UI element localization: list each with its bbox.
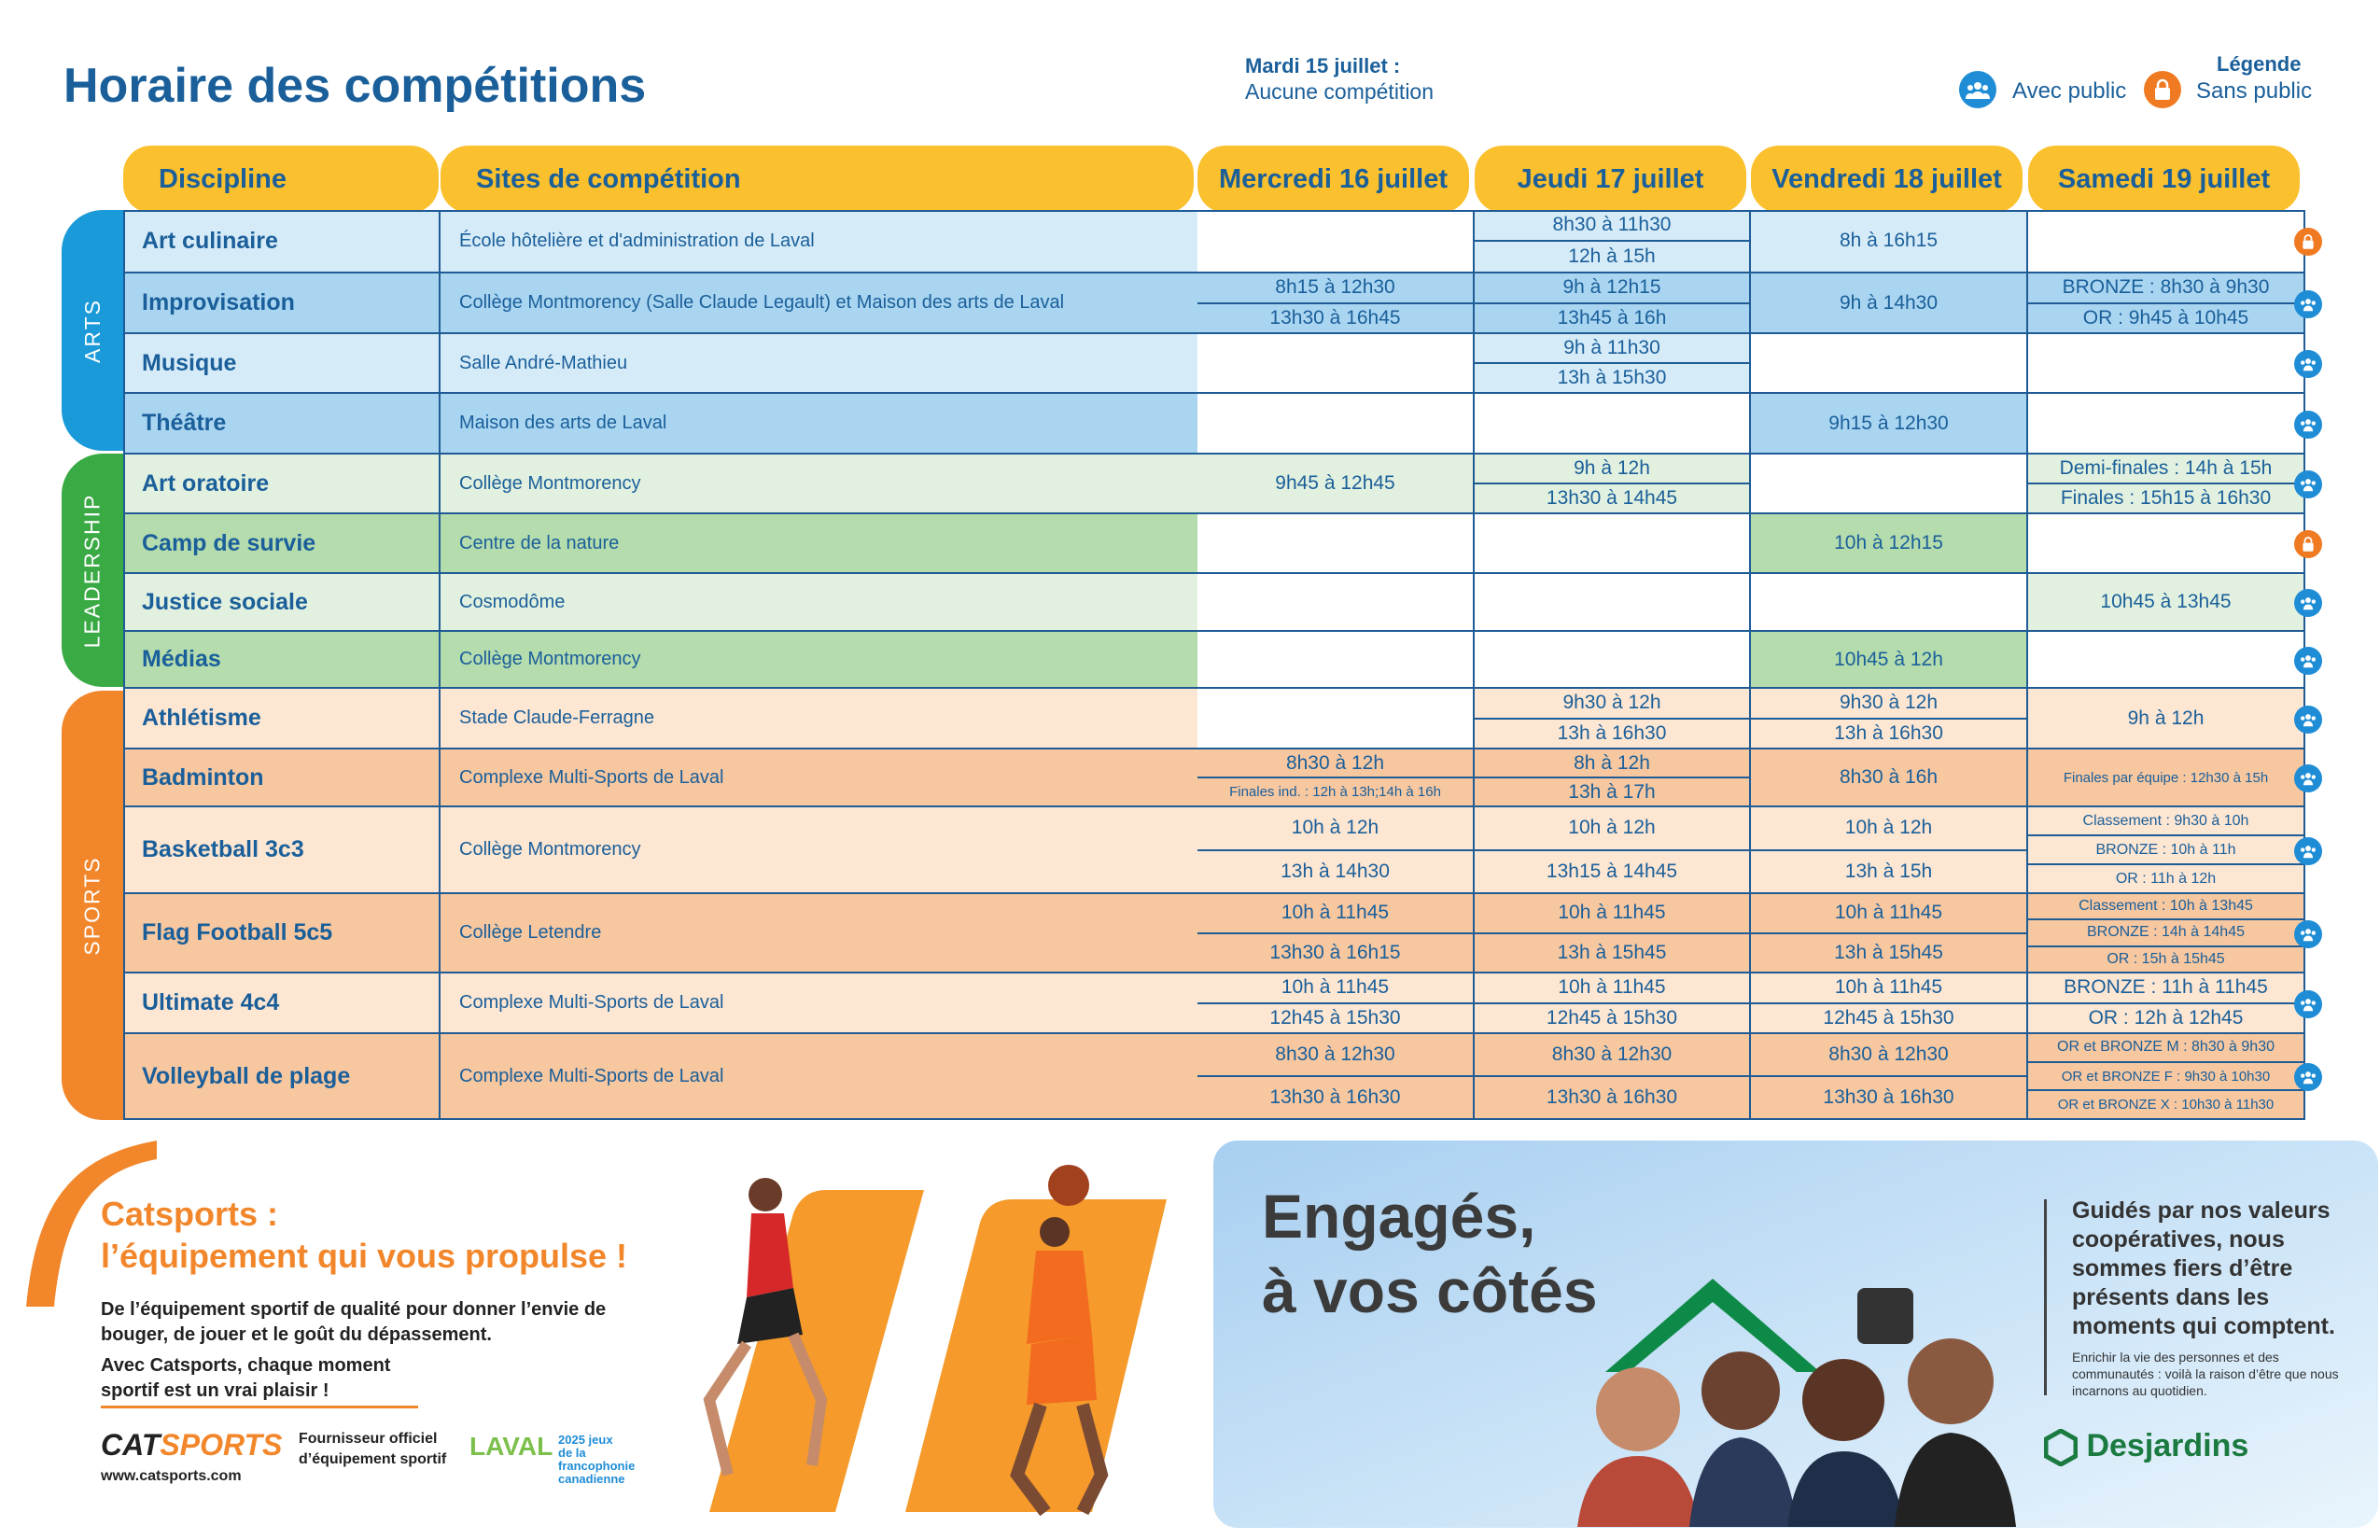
- day-1-cell: [1197, 394, 1475, 453]
- col-header-day-3: Vendredi 18 juillet: [1751, 146, 2023, 213]
- site-cell: Stade Claude-Ferragne: [441, 689, 1321, 748]
- time-slot: 9h30 à 12h: [1562, 692, 1661, 714]
- time-slot: 10h à 11h45: [1558, 902, 1666, 924]
- day-1-cell: [1197, 273, 1475, 332]
- time-slot: 13h45 à 16h: [1475, 302, 1749, 333]
- discipline-cell: Basketball 3c3: [123, 807, 441, 892]
- time-slot: 9h15 à 12h30: [1828, 412, 1949, 434]
- day-1-cell: [1197, 689, 1475, 748]
- day-3-cell: [1751, 394, 2028, 453]
- day-2-cell: [1475, 689, 1751, 748]
- table-row: [123, 394, 2305, 455]
- time-slot: 8h30 à 12h30: [1828, 1043, 1949, 1065]
- people-icon: [2294, 290, 2322, 318]
- legend-title: Légende: [2217, 52, 2302, 76]
- day-4-cell: [2028, 394, 2305, 453]
- day-1-cell: [1197, 334, 1475, 392]
- table-row: [123, 632, 2305, 689]
- catsports-url[interactable]: www.catsports.com: [101, 1468, 242, 1484]
- site-cell: Complexe Multi-Sports de Laval: [441, 1034, 1321, 1118]
- day-1-cell: [1197, 973, 1475, 1032]
- time-slot: 8h30 à 12h30: [1551, 1043, 1673, 1065]
- table-row: [123, 749, 2305, 807]
- site-cell: Complexe Multi-Sports de Laval: [441, 749, 1321, 805]
- page-title: Horaire des compétitions: [63, 59, 647, 113]
- day-4-cell: [2028, 689, 2305, 748]
- table-row: [123, 334, 2305, 394]
- time-slot: 8h30 à 11h30: [1552, 214, 1672, 235]
- lock-icon: [2144, 71, 2181, 108]
- day-2-cell: [1475, 574, 1751, 630]
- jeux-logo: 2025 jeux de la francophonie canadienne: [558, 1433, 636, 1486]
- time-slot: 8h à 12h: [1574, 751, 1650, 774]
- no-competition-date: Mardi 15 juillet :: [1245, 54, 1401, 77]
- time-slot: 13h à 16h30: [1751, 718, 2026, 749]
- time-slot: Finales : 15h15 à 16h30: [2028, 483, 2303, 512]
- table-row: [123, 807, 2305, 894]
- table-row: [123, 574, 2305, 632]
- laval-logo: LAVAL: [469, 1432, 553, 1461]
- discipline-cell: Justice sociale: [123, 574, 441, 630]
- time-slot: BRONZE : 11h à 11h45: [2064, 976, 2268, 999]
- time-slot: 13h à 15h30: [1475, 362, 1749, 392]
- desjardins-title-line1: Engagés,: [1262, 1182, 1536, 1251]
- time-slot: 12h45 à 15h30: [1475, 1002, 1749, 1033]
- people-icon: [2294, 411, 2322, 439]
- desjardins-logo: [2044, 1428, 2248, 1466]
- time-slot: 10h à 12h: [1844, 817, 1933, 839]
- discipline-cell: Théâtre: [123, 394, 441, 453]
- catsports-logo: [101, 1428, 282, 1463]
- category-sports: [62, 691, 123, 1120]
- time-slot: OR : 12h à 12h45: [2028, 1002, 2303, 1033]
- time-slot: 9h à 12h: [1574, 457, 1650, 479]
- time-slot: 8h30 à 12h30: [1275, 1043, 1395, 1065]
- time-slot: OR : 9h45 à 10h45: [2028, 302, 2303, 333]
- time-slot: BRONZE : 10h à 11h: [2028, 834, 2303, 863]
- catsports-body: De l’équipement sportif de qualité pour donner l’envie de bouger, de jouer et le goût du dépassement.: [101, 1299, 607, 1345]
- day-3-cell: [1751, 632, 2028, 687]
- day-4-cell: [2028, 632, 2305, 687]
- table-row: [123, 894, 2305, 973]
- people-icon: [1959, 71, 1996, 108]
- discipline-cell: Improvisation: [123, 273, 441, 332]
- no-competition-text: Aucune compétition: [1245, 79, 1435, 104]
- col-header-day-1: Mercredi 16 juillet: [1197, 146, 1469, 213]
- day-1-cell: [1197, 749, 1475, 805]
- people-icon: [2294, 647, 2322, 675]
- time-slot: 10h à 11h45: [1281, 902, 1390, 924]
- day-3-cell: [1751, 1034, 2028, 1118]
- table-row: [123, 1034, 2305, 1120]
- table-row: [123, 210, 2305, 273]
- discipline-cell: Musique: [123, 334, 441, 392]
- day-3-cell: [1751, 334, 2028, 392]
- divider: [101, 1406, 418, 1408]
- site-cell: Cosmodôme: [441, 574, 1321, 630]
- time-slot: 13h à 15h45: [1475, 932, 1749, 973]
- time-slot: 8h15 à 12h30: [1275, 276, 1395, 299]
- supplier-line2: d’équipement sportif: [299, 1451, 447, 1467]
- time-slot: 13h à 15h45: [1751, 932, 2026, 973]
- time-slot: 10h à 11h45: [1281, 976, 1390, 999]
- day-2-cell: [1475, 632, 1751, 687]
- time-slot: Classement : 9h30 à 10h: [2082, 812, 2249, 829]
- people-icon: [2294, 589, 2322, 617]
- time-slot: BRONZE : 14h à 14h45: [2028, 918, 2303, 945]
- site-cell: École hôtelière et d'administration de Laval: [441, 210, 1321, 272]
- time-slot: 9h à 14h30: [1839, 291, 1939, 314]
- day-1-cell: [1197, 807, 1475, 892]
- category-leadership: [62, 454, 123, 687]
- discipline-cell: Médias: [123, 632, 441, 687]
- athletes-image: [672, 1157, 1176, 1521]
- desjardins-title-line2: à vos côtés: [1262, 1256, 1598, 1325]
- time-slot: 13h à 16h30: [1475, 718, 1749, 749]
- category-arts: [62, 210, 123, 451]
- time-slot: Finales ind. : 12h à 13h;14h à 16h: [1197, 777, 1473, 805]
- day-2-cell: [1475, 210, 1751, 272]
- time-slot: 13h à 15h: [1751, 849, 2026, 893]
- day-1-cell: [1197, 894, 1475, 972]
- desjardins-tagline: Guidés par nos valeurs coopératives, nous sommes fiers d’être présents dans les moments qui comptent.: [2072, 1197, 2335, 1339]
- logo-part-a: CAT: [101, 1428, 161, 1462]
- people-icon: [2294, 764, 2322, 792]
- time-slot: 13h30 à 16h30: [1197, 1075, 1473, 1118]
- site-cell: Collège Montmorency: [441, 455, 1321, 512]
- time-slot: OR : 15h à 15h45: [2028, 945, 2303, 972]
- day-3-cell: [1751, 973, 2028, 1032]
- site-cell: Collège Montmorency: [441, 632, 1321, 687]
- catsports-body-line3: sportif est un vrai plaisir !: [101, 1380, 329, 1401]
- day-2-cell: [1475, 514, 1751, 572]
- divider: [2044, 1199, 2047, 1395]
- table-row: [123, 514, 2305, 574]
- day-4-cell: [2028, 1034, 2305, 1118]
- day-4-cell: [2028, 210, 2305, 272]
- site-cell: Salle André-Mathieu: [441, 334, 1321, 392]
- time-slot: OR et BRONZE X : 10h30 à 11h30: [2028, 1089, 2303, 1118]
- site-cell: Collège Montmorency (Salle Claude Legault) et Maison des arts de Laval: [441, 273, 1321, 332]
- time-slot: 9h à 11h30: [1563, 337, 1660, 358]
- time-slot: 8h à 16h15: [1839, 230, 1939, 251]
- day-2-cell: [1475, 1034, 1751, 1118]
- day-4-cell: [2028, 334, 2305, 392]
- time-slot: Classement : 10h à 13h45: [2079, 898, 2253, 915]
- day-2-cell: [1475, 807, 1751, 892]
- category-label: LEADERSHIP: [79, 493, 105, 648]
- time-slot: OR : 11h à 12h: [2028, 863, 2303, 892]
- site-cell: Maison des arts de Laval: [441, 394, 1321, 453]
- people-icon: [2294, 920, 2322, 948]
- legend-no-public-label: Sans public: [2196, 78, 2313, 104]
- time-slot: OR et BRONZE F : 9h30 à 10h30: [2028, 1061, 2303, 1090]
- catsports-body-line2: Avec Catsports, chaque moment: [101, 1355, 391, 1376]
- lock-icon: [2294, 530, 2322, 558]
- time-slot: 13h30 à 16h15: [1197, 932, 1473, 973]
- time-slot: 10h à 11h45: [1834, 902, 1943, 924]
- time-slot: 12h à 15h: [1475, 240, 1749, 272]
- time-slot: Demi-finales : 14h à 15h: [2059, 457, 2273, 479]
- time-slot: 10h à 11h45: [1834, 976, 1943, 999]
- discipline-cell: Art oratoire: [123, 455, 441, 512]
- site-cell: Complexe Multi-Sports de Laval: [441, 973, 1321, 1032]
- day-2-cell: [1475, 894, 1751, 972]
- col-header-day-4: Samedi 19 juillet: [2028, 146, 2300, 213]
- legend-public-label: Avec public: [2012, 78, 2127, 104]
- catsports-title-line1: Catsports :: [101, 1195, 279, 1233]
- time-slot: 12h45 à 15h30: [1197, 1002, 1473, 1033]
- people-icon: [2294, 990, 2322, 1018]
- discipline-cell: Ultimate 4c4: [123, 973, 441, 1032]
- discipline-cell: Art culinaire: [123, 210, 441, 272]
- day-3-cell: [1751, 807, 2028, 892]
- day-3-cell: [1751, 689, 2028, 748]
- time-slot: 9h30 à 12h: [1839, 692, 1939, 714]
- day-3-cell: [1751, 210, 2028, 272]
- time-slot: 10h à 12h: [1568, 817, 1656, 839]
- day-4-cell: [2028, 455, 2305, 512]
- time-slot: Finales par équipe : 12h30 à 15h: [2063, 769, 2269, 786]
- day-3-cell: [1751, 455, 2028, 512]
- day-3-cell: [1751, 574, 2028, 630]
- time-slot: 13h30 à 14h45: [1475, 483, 1749, 512]
- schedule-table: [123, 210, 2305, 1120]
- day-2-cell: [1475, 334, 1751, 392]
- col-header-discipline: Discipline: [123, 146, 439, 213]
- day-1-cell: [1197, 574, 1475, 630]
- discipline-cell: Flag Football 5c5: [123, 894, 441, 972]
- discipline-cell: Volleyball de plage: [123, 1034, 441, 1118]
- people-icon: [2294, 1063, 2322, 1091]
- desjardins-brand-text: Desjardins: [2086, 1428, 2249, 1463]
- time-slot: 8h30 à 12h: [1285, 751, 1385, 774]
- table-row: [123, 455, 2305, 514]
- discipline-cell: Camp de survie: [123, 514, 441, 572]
- people-icon: [2294, 837, 2322, 865]
- day-4-cell: [2028, 807, 2305, 892]
- day-3-cell: [1751, 894, 2028, 972]
- logo-part-b: SPORTS: [160, 1428, 283, 1462]
- day-3-cell: [1751, 514, 2028, 572]
- day-2-cell: [1475, 455, 1751, 512]
- time-slot: 13h à 14h30: [1197, 849, 1473, 893]
- day-1-cell: [1197, 632, 1475, 687]
- day-4-cell: [2028, 973, 2305, 1032]
- catsports-title-line2: l’équipement qui vous propulse !: [101, 1237, 628, 1275]
- time-slot: 13h à 17h: [1475, 777, 1749, 805]
- people-icon: [2294, 706, 2322, 734]
- day-4-cell: [2028, 749, 2305, 805]
- site-cell: Collège Montmorency: [441, 807, 1321, 892]
- time-slot: 10h45 à 12h: [1834, 648, 1943, 670]
- time-slot: 8h30 à 16h: [1839, 766, 1939, 788]
- time-slot: OR et BRONZE M : 8h30 à 9h30: [2057, 1039, 2275, 1056]
- day-1-cell: [1197, 514, 1475, 572]
- supplier-line1: Fournisseur officiel: [299, 1431, 438, 1447]
- col-header-sites: Sites de compétition: [441, 146, 1194, 213]
- time-slot: BRONZE : 8h30 à 9h30: [2062, 276, 2270, 299]
- day-2-cell: [1475, 973, 1751, 1032]
- day-3-cell: [1751, 749, 2028, 805]
- day-1-cell: [1197, 1034, 1475, 1118]
- time-slot: 9h à 12h15: [1562, 276, 1661, 299]
- day-2-cell: [1475, 273, 1751, 332]
- celebrating-people-image: [1549, 1279, 2044, 1527]
- day-4-cell: [2028, 894, 2305, 972]
- table-row: [123, 689, 2305, 749]
- site-cell: Centre de la nature: [441, 514, 1321, 572]
- people-icon: [2294, 470, 2322, 498]
- discipline-cell: Athlétisme: [123, 689, 441, 748]
- time-slot: 9h à 12h: [2127, 707, 2205, 729]
- day-4-cell: [2028, 514, 2305, 572]
- category-label: SPORTS: [79, 855, 105, 956]
- time-slot: 13h30 à 16h30: [1751, 1075, 2026, 1118]
- time-slot: 12h45 à 15h30: [1751, 1002, 2026, 1033]
- people-icon: [2294, 350, 2322, 378]
- table-row: [123, 973, 2305, 1034]
- lock-icon: [2294, 228, 2322, 256]
- day-1-cell: [1197, 455, 1475, 512]
- day-1-cell: [1197, 210, 1475, 272]
- discipline-cell: Badminton: [123, 749, 441, 805]
- site-cell: Collège Letendre: [441, 894, 1321, 972]
- time-slot: 10h à 12h: [1291, 817, 1379, 839]
- time-slot: 13h15 à 14h45: [1475, 849, 1749, 893]
- day-2-cell: [1475, 394, 1751, 453]
- time-slot: 10h à 11h45: [1558, 976, 1666, 999]
- col-header-day-2: Jeudi 17 juillet: [1475, 146, 1746, 213]
- day-3-cell: [1751, 273, 2028, 332]
- category-label: ARTS: [79, 298, 105, 363]
- day-4-cell: [2028, 574, 2305, 630]
- time-slot: 10h à 12h15: [1834, 532, 1943, 553]
- time-slot: 13h30 à 16h30: [1475, 1075, 1749, 1118]
- day-2-cell: [1475, 749, 1751, 805]
- desjardins-small-text: Enrichir la vie des personnes et des communautés : voilà la raison d’être que nous incarnons au quotidien.: [2072, 1350, 2339, 1398]
- time-slot: 13h30 à 16h45: [1197, 302, 1473, 333]
- table-row: [123, 273, 2305, 334]
- day-4-cell: [2028, 273, 2305, 332]
- time-slot: 9h45 à 12h45: [1275, 472, 1395, 494]
- time-slot: 10h45 à 13h45: [2100, 591, 2232, 612]
